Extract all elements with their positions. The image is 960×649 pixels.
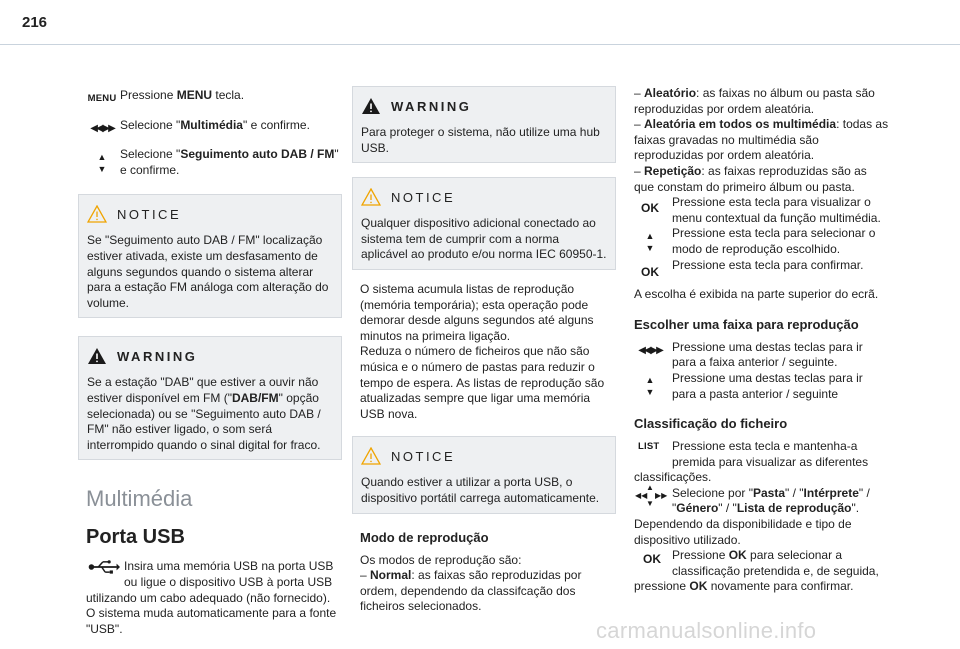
ok-step-confirm: OK Pressione esta tecla para confirmar.: [634, 258, 890, 274]
mode-repeat: – Repetição: as faixas reproduzidas são as que constam do primeiro álbum ou pasta.: [634, 163, 867, 194]
header-rule: [0, 44, 960, 45]
sort-step-select: ▲ ◀◀ ▶▶ ▼ Selecione por "Pasta" / "Intérprete" / "Género" / "Lista de reprodução".: [635, 482, 870, 516]
warning-box-hub: [352, 86, 616, 163]
watermark: carmanualsonline.info: [596, 618, 817, 643]
notice-title: NOTICE: [391, 448, 456, 464]
warning-title: WARNING: [391, 98, 472, 114]
track-choice-title: Escolher uma faixa para reprodução: [634, 316, 859, 332]
warning-icon: [87, 347, 107, 365]
left-right-arrows-icon: ◀◀ ▶▶: [638, 344, 662, 356]
notice-warning-icon: [361, 447, 381, 465]
notice-body: Se "Seguimento auto DAB / FM" localização estiver ativada, existe um desfasamento de alguns segundos quando o sistema alterar para a estação FM análoga com alteração do volume.: [87, 233, 329, 310]
notice-title: NOTICE: [391, 189, 456, 205]
usb-instructions: Insira uma memória USB na porta USB ou ligue o dispositivo USB à porta USB utilizando um cabo adequado (não fornecido).: [86, 559, 334, 605]
step-select-dab-follow: ▲ ▼ Selecione "Seguimento auto DAB / FM" e confirme.: [86, 147, 342, 178]
usb-auto-source: O sistema muda automaticamente para a fonte "USB".: [86, 606, 337, 636]
list-key-icon: LIST: [638, 441, 660, 453]
notice-body: Quando estiver a utilizar a porta USB, o dispositivo portátil carrega automaticamente.: [361, 475, 600, 505]
menu-key-icon: MENU: [87, 93, 117, 105]
mode-random-all: – Aleatória em todos os multimédia: todas as faixas gravadas no multimédia são reproduzidas por ordem aleatória.: [634, 117, 889, 163]
playback-mode-intro: Os modos de reprodução são:: [360, 552, 522, 567]
page-number: 216: [22, 14, 48, 31]
ok-key-icon: OK: [643, 552, 661, 567]
mode-random: – Aleatório: as faixas no álbum ou pasta são reproduzidas por ordem aleatória.: [634, 86, 875, 116]
notice-body: Qualquer dispositivo adicional conectado ao sistema tem de cumprir com a norma aplicável ao produto e/ou norma IEC 60950-1.: [361, 216, 607, 262]
four-way-arrows-icon: ▲ ◀◀ ▶▶ ▼: [635, 482, 668, 508]
playlist-paragraph-2: Reduza o número de ficheiros que não são música e o número de pastas para reduzir o tempo de espera. As listas de reprodução são atualizadas sempre que ligar uma memória USB nova.: [360, 344, 605, 421]
sort-step-ok: OK Pressione OK para selecionar a classificação pretendida e, de seguida, pressione OK novamente para confirmar.: [634, 548, 879, 594]
playback-mode-title: Modo de reprodução: [360, 529, 489, 545]
step-menu: MENU Pressione MENU tecla.: [86, 88, 342, 104]
section-title: Multimédia: [86, 486, 193, 512]
ok-step-context-menu: OK Pressione esta tecla para visualizar o menu contextual da função multimédia.: [634, 195, 890, 226]
column-1: [86, 60, 342, 637]
choice-displayed: A escolha é exibida na parte superior do ecrã.: [634, 287, 879, 302]
folder-prev-next: ▲ ▼ Pressione uma destas teclas para ir para a pasta anterior / seguinte: [634, 371, 890, 402]
notice-warning-icon: [361, 188, 381, 206]
left-right-arrows-icon: ◀◀ ▶▶: [90, 122, 114, 134]
warning-icon: [361, 97, 381, 115]
up-down-arrows-icon: ▲ ▼: [645, 230, 655, 253]
warning-body: Para proteger o sistema, não utilize uma hub USB.: [361, 125, 600, 155]
playlist-paragraph-1: O sistema acumula listas de reprodução (memória temporária); esta operação pode demorar desde alguns segundos até alguns minutos na primeira ligação.: [360, 281, 594, 343]
mode-normal: – Normal: as faixas são reproduzidas por ordem, dependendo da classifcação dos ficheiros selecionados.: [360, 568, 582, 614]
warning-body: Se a estação "DAB" que estiver a ouvir não estiver disponível em FM ("DAB/FM" opção selecionada) ou se "Seguimento auto DAB / FM" não estiver ligado, o som será interrompido quando o sinal digital for fraco.: [87, 375, 321, 452]
notice-box-charging: [352, 436, 616, 513]
chapter-title: Porta USB: [86, 526, 185, 549]
column-3: [634, 86, 890, 595]
file-sort-title: Classificação do ficheiro: [634, 416, 788, 432]
notice-box-iec: [352, 177, 616, 270]
notice-warning-icon: [87, 205, 107, 223]
warning-box-dab: [78, 336, 342, 460]
warning-title: WARNING: [117, 348, 198, 364]
sort-step-list: LIST Pressione esta tecla e mantenha-a premida para visualizar as diferentes classificações.: [634, 439, 869, 485]
sort-availability: Dependendo da disponibilidade e tipo de dispositivo utilizado.: [634, 517, 852, 547]
ok-key-icon: OK: [641, 264, 659, 279]
step-select-multimedia: ◀◀ ▶▶ Selecione "Multimédia" e confirme.: [86, 118, 342, 134]
up-down-arrows-icon: ▲ ▼: [645, 375, 655, 398]
updown-step-select-mode: ▲ ▼ Pressione esta tecla para selecionar o modo de reprodução escolhido.: [634, 226, 890, 257]
notice-box-dab: [78, 194, 342, 318]
column-2: [360, 86, 616, 615]
usb-icon: [86, 559, 122, 575]
track-prev-next: ◀◀ ▶▶ Pressione uma destas teclas para ir para a faixa anterior / seguinte.: [634, 340, 890, 371]
ok-key-icon: OK: [641, 201, 659, 216]
notice-title: NOTICE: [117, 206, 182, 222]
up-down-arrows-icon: ▲ ▼: [97, 151, 107, 174]
